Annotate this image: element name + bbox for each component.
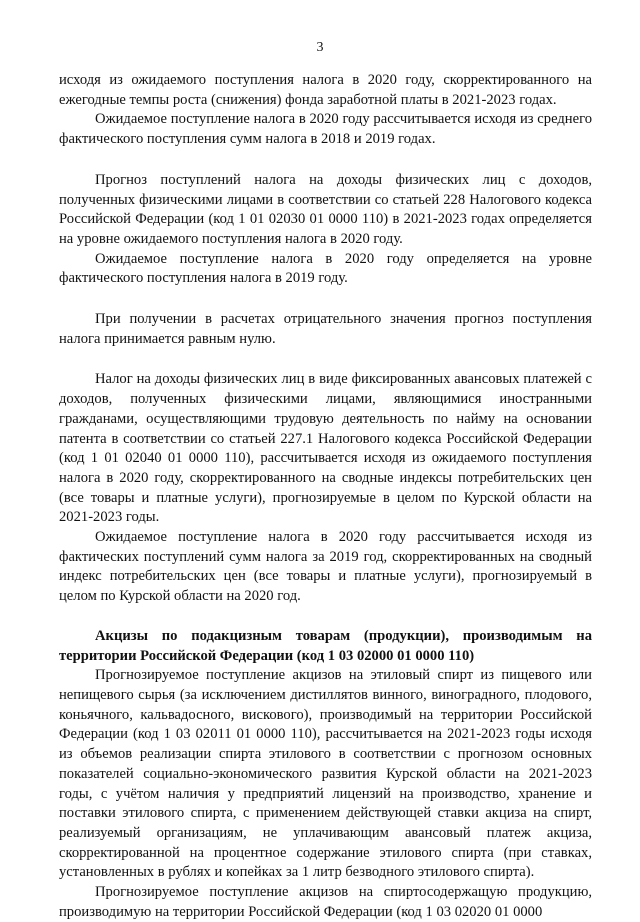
paragraph: Налог на доходы физических лиц в виде фиксированных авансовых платежей с доходов, полученных физическими лицами, являющимися иностранными гражданами, осуществляющими трудовую деятельность по найму на основании патента в соответствии со статьей 227.1 Налогового кодекса Российской Федерации (код 1 01 02040 01 0000 110), рассчитывается исходя из ожидаемого поступления налога в 2020 году, скорректированного на сводные индексы потребительских цен (все товары и платные услуги), прогнозируемые в целом по Курской области на 2021-2023 годы.	[59, 371, 592, 526]
section-heading: Акцизы по подакцизным товарам (продукции), производимым на территории Российской Федерации (код 1 03 02000 01 0000 110)	[59, 627, 592, 664]
page-number: 3	[316, 40, 324, 55]
paragraph: исходя из ожидаемого поступления налога в 2020 году, скорректированного на ежегодные темпы роста (снижения) фонда заработной платы в 2021-2023 годах.	[59, 72, 592, 108]
paragraph: Прогнозируемое поступление акцизов на спиртосодержащую продукцию, производимую на территории Российской Федерации (код 1 03 02020 01 0000	[59, 884, 592, 920]
paragraph: При получении в расчетах отрицательного значения прогноз поступления налога принимается равным нулю.	[59, 311, 592, 347]
paragraph: Ожидаемое поступление налога в 2020 году рассчитывается исходя из фактических поступлений сумм налога за 2019 год, скорректированных на сводный индекс потребительских цен (все товары и платные услуги), прогнозируемый в целом по Курской области на 2020 год.	[59, 529, 592, 605]
paragraph: Прогнозируемое поступление акцизов на этиловый спирт из пищевого или непищевого сырья (за исключением дистиллятов винного, виноградного, плодового, коньячного, кальвадосного, вискового), производимый на территории Российской Федерации (код 1 03 02011 01 0000 110), рассчитывается на 2021-2023 годы исходя из объемов реализации спирта этилового в соответствии с прогнозом основных показателей социально-экономического развития Курской области на 2021-2023 годы, с учётом наличия у предприятий лицензий на производство, хранение и поставки этилового спирта, с применением действующей ставки акциза на спирт, реализуемый организациям, не уплачивающим авансовый платеж акциза, скорректированной на процентное содержание этилового спирта (при ставках, установленных в рублях и копейках за 1 литр безводного этилового спирта).	[59, 667, 592, 881]
document-body	[59, 71, 592, 922]
paragraph: Ожидаемое поступление налога в 2020 году рассчитывается исходя из среднего фактического поступления сумм налога в 2018 и 2019 годах.	[59, 111, 592, 148]
paragraph: Ожидаемое поступление налога в 2020 году определяется на уровне фактического поступления налога в 2019 году.	[59, 250, 592, 287]
paragraph: Прогноз поступлений налога на доходы физических лиц с доходов, полученных физическими лицами в соответствии со статьей 228 Налогового кодекса Российской Федерации (код 1 01 02030 01 0000 110) в 2021-2023 годах определяется на уровне ожидаемого поступления налога в 2020 году.	[59, 171, 592, 247]
